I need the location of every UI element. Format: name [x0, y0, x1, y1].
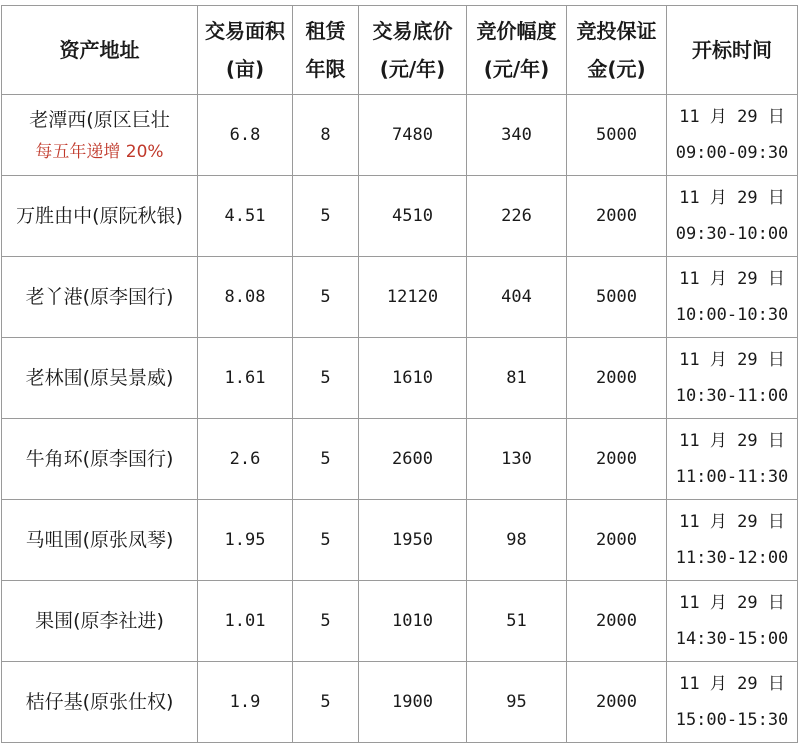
header-deposit	[567, 6, 667, 95]
cell-price: 1610	[359, 338, 467, 419]
header-row	[2, 6, 798, 95]
cell-increment: 226	[467, 176, 567, 257]
header-increment	[467, 6, 567, 95]
table-row	[2, 338, 798, 419]
header-open-time: 开标时间	[667, 6, 798, 95]
cell-open-time	[667, 176, 798, 257]
asset-name: 桔仔基(原张仕权)	[25, 691, 174, 713]
asset-name: 老潭西(原区巨壮	[29, 109, 170, 131]
cell-term: 5	[293, 176, 359, 257]
cell-area: 4.51	[198, 176, 293, 257]
cell-increment: 95	[467, 662, 567, 743]
cell-price: 7480	[359, 95, 467, 176]
cell-open-time	[667, 662, 798, 743]
cell-area: 2.6	[198, 419, 293, 500]
row-note: 每五年递增 20%	[35, 142, 164, 162]
cell-deposit: 2000	[567, 662, 667, 743]
open-slot: 11:30-12:00	[675, 548, 789, 568]
cell-increment: 98	[467, 500, 567, 581]
header-term-line1: 租赁	[305, 19, 346, 43]
cell-deposit: 5000	[567, 257, 667, 338]
header-asset: 资产地址	[2, 6, 198, 95]
cell-term: 5	[293, 257, 359, 338]
open-slot: 14:30-15:00	[675, 629, 789, 649]
cell-price: 12120	[359, 257, 467, 338]
asset-name: 牛角环(原李国行)	[25, 448, 174, 470]
cell-deposit: 5000	[567, 95, 667, 176]
asset-name: 老林围(原吴景威)	[25, 367, 174, 389]
cell-area: 1.61	[198, 338, 293, 419]
cell-asset	[2, 95, 198, 176]
cell-increment: 130	[467, 419, 567, 500]
cell-area: 6.8	[198, 95, 293, 176]
cell-term: 5	[293, 419, 359, 500]
cell-open-time	[667, 257, 798, 338]
cell-open-time	[667, 500, 798, 581]
cell-open-time	[667, 581, 798, 662]
open-slot: 15:00-15:30	[675, 710, 789, 730]
cell-deposit: 2000	[567, 176, 667, 257]
cell-asset	[2, 662, 198, 743]
cell-asset	[2, 257, 198, 338]
header-increment-line1: 竞价幅度	[476, 19, 557, 43]
open-date: 11 月 29 日	[679, 512, 785, 532]
cell-area: 8.08	[198, 257, 293, 338]
open-date: 11 月 29 日	[679, 107, 785, 127]
asset-name: 老丫港(原李国行)	[25, 286, 174, 308]
cell-price: 2600	[359, 419, 467, 500]
open-date: 11 月 29 日	[679, 269, 785, 289]
table-row	[2, 662, 798, 743]
cell-term: 5	[293, 581, 359, 662]
cell-asset	[2, 176, 198, 257]
table-row	[2, 500, 798, 581]
header-area	[198, 6, 293, 95]
asset-name: 万胜由中(原阮秋银)	[16, 205, 183, 227]
table-row	[2, 176, 798, 257]
table-row	[2, 257, 798, 338]
cell-price: 1010	[359, 581, 467, 662]
open-slot: 11:00-11:30	[675, 467, 789, 487]
header-area-line2: (亩)	[225, 57, 265, 81]
cell-area: 1.95	[198, 500, 293, 581]
cell-term: 5	[293, 500, 359, 581]
header-deposit-line1: 竞投保证	[576, 19, 657, 43]
open-date: 11 月 29 日	[679, 350, 785, 370]
cell-asset	[2, 581, 198, 662]
asset-name: 马咀围(原张凤琴)	[25, 529, 174, 551]
open-slot: 10:00-10:30	[675, 305, 789, 325]
cell-deposit: 2000	[567, 419, 667, 500]
open-date: 11 月 29 日	[679, 188, 785, 208]
header-area-line1: 交易面积	[205, 19, 285, 43]
cell-area: 1.9	[198, 662, 293, 743]
cell-increment: 51	[467, 581, 567, 662]
cell-asset	[2, 419, 198, 500]
open-date: 11 月 29 日	[679, 431, 785, 451]
cell-area: 1.01	[198, 581, 293, 662]
header-term	[293, 6, 359, 95]
open-date: 11 月 29 日	[679, 593, 785, 613]
cell-open-time	[667, 338, 798, 419]
cell-price: 1900	[359, 662, 467, 743]
header-price-line1: 交易底价	[372, 19, 453, 43]
cell-price: 1950	[359, 500, 467, 581]
header-price	[359, 6, 467, 95]
cell-increment: 81	[467, 338, 567, 419]
cell-deposit: 2000	[567, 581, 667, 662]
cell-asset	[2, 338, 198, 419]
table-row	[2, 95, 798, 176]
cell-increment: 340	[467, 95, 567, 176]
cell-term: 5	[293, 338, 359, 419]
asset-name: 果围(原李社进)	[35, 610, 164, 632]
cell-increment: 404	[467, 257, 567, 338]
cell-term: 5	[293, 662, 359, 743]
open-slot: 09:30-10:00	[675, 224, 789, 244]
header-increment-line2: (元/年)	[483, 57, 550, 81]
cell-open-time	[667, 419, 798, 500]
header-term-line2: 年限	[305, 57, 346, 81]
auction-table	[1, 5, 798, 743]
header-deposit-line2: 金(元)	[587, 57, 646, 81]
table-row	[2, 419, 798, 500]
open-slot: 10:30-11:00	[675, 386, 789, 406]
cell-deposit: 2000	[567, 500, 667, 581]
table-row	[2, 581, 798, 662]
cell-price: 4510	[359, 176, 467, 257]
cell-term: 8	[293, 95, 359, 176]
cell-deposit: 2000	[567, 338, 667, 419]
cell-open-time	[667, 95, 798, 176]
header-price-line2: (元/年)	[379, 57, 446, 81]
open-date: 11 月 29 日	[679, 674, 785, 694]
open-slot: 09:00-09:30	[675, 143, 789, 163]
cell-asset	[2, 500, 198, 581]
